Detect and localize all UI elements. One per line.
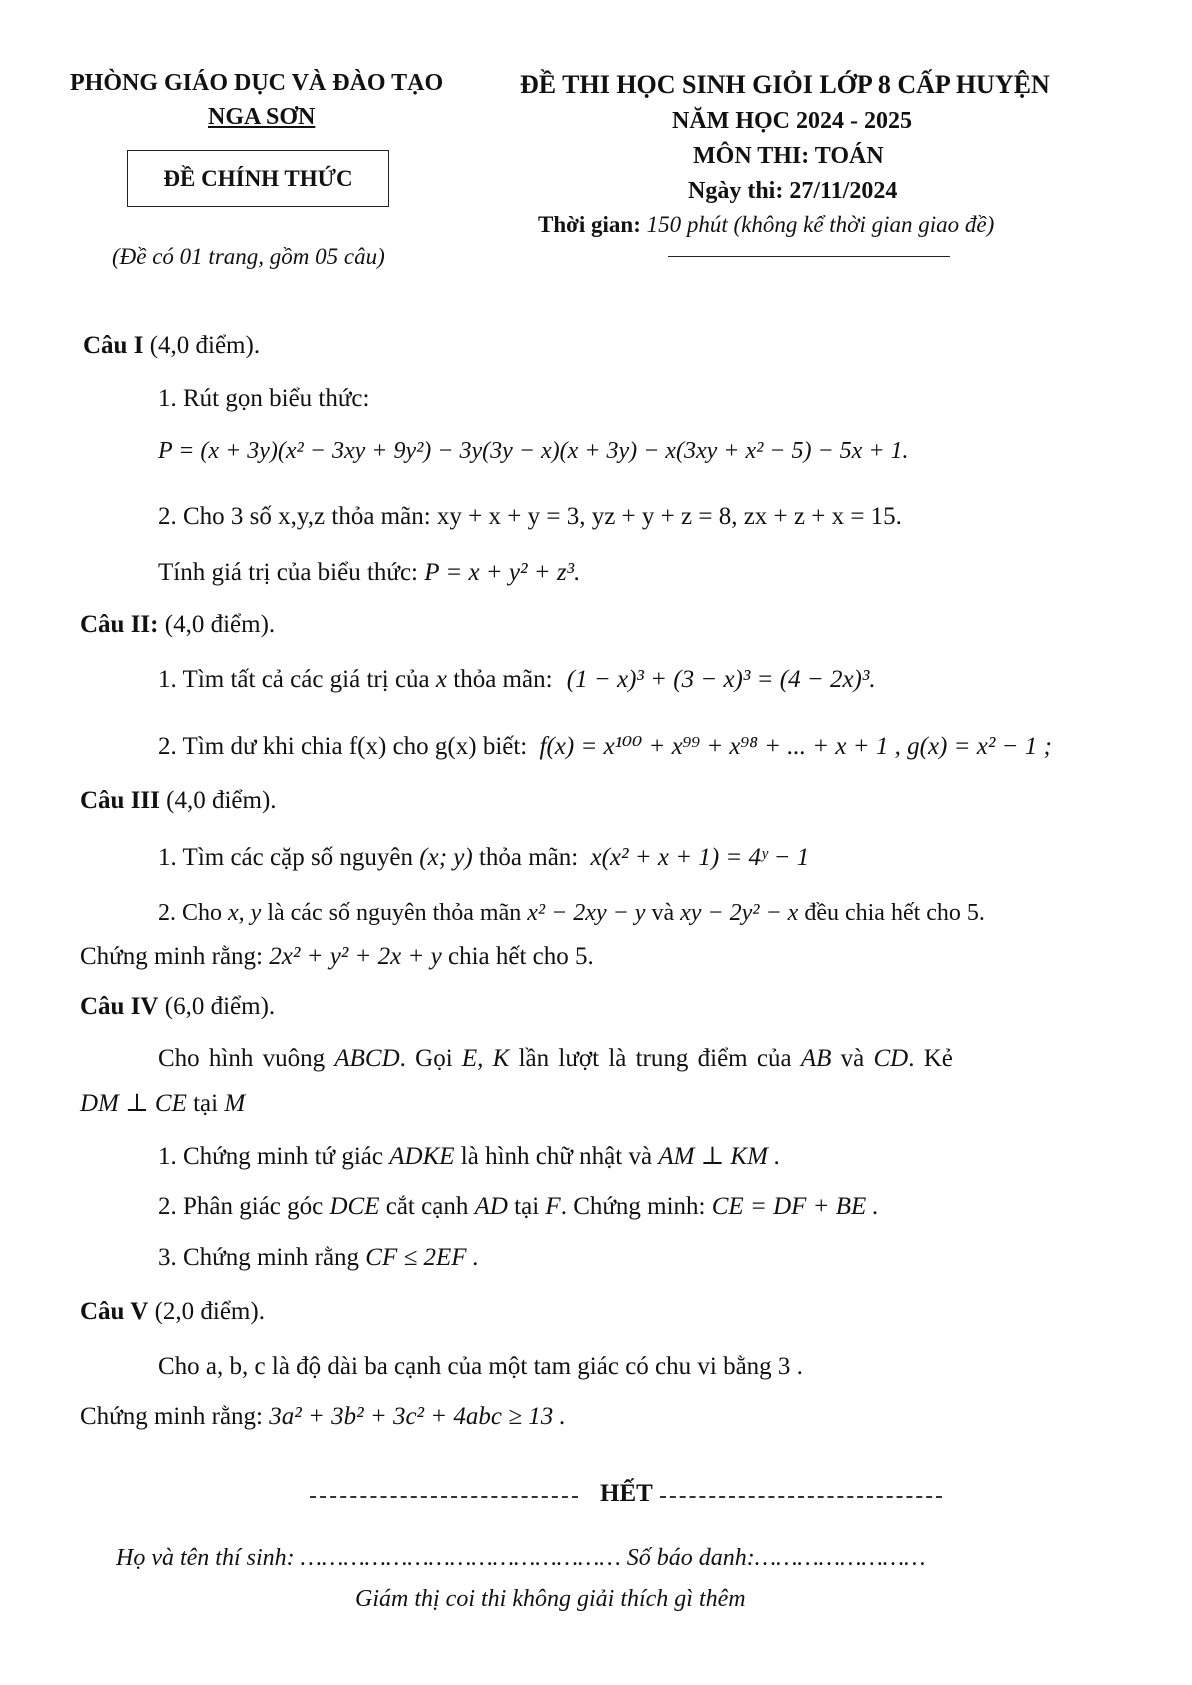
candidate-number-dots: …………………… xyxy=(754,1545,926,1571)
q3-part2-text-b: là các số nguyên thỏa mãn xyxy=(267,900,522,926)
end-line-left xyxy=(310,1496,578,1498)
q4-part2-ad: AD xyxy=(474,1193,508,1220)
q3-part2-text-a: 2. Cho xyxy=(158,900,223,926)
q2-part1-tail: thỏa mãn: xyxy=(453,666,553,693)
q4-part3-expr: CF ≤ 2EF . xyxy=(365,1244,480,1271)
q4-points-ek: E, K xyxy=(461,1045,510,1072)
q3-heading xyxy=(80,787,277,815)
q4-intro-b: . Gọi xyxy=(399,1045,453,1072)
candidate-line xyxy=(116,1545,925,1572)
q3-part1-pair: (x; y) xyxy=(419,844,473,871)
q4-intro xyxy=(158,1045,953,1073)
q4-part3-text: 3. Chứng minh rằng xyxy=(158,1244,360,1271)
candidate-name-label: Họ và tên thí sinh: xyxy=(116,1545,295,1571)
q4-part2-f: F xyxy=(545,1193,561,1220)
school-year: NĂM HỌC 2024 - 2025 xyxy=(672,108,912,134)
q4-intro-line2 xyxy=(80,1088,245,1118)
q3-part2-expr3: 2x² + y² + 2x + y xyxy=(269,943,442,970)
q4-seg-cd: CD xyxy=(873,1045,909,1072)
q4-intro-c: lần lượt là trung điểm của xyxy=(518,1045,792,1072)
proctor-note: Giám thị coi thi không giải thích gì thêm xyxy=(355,1586,746,1612)
q3-part1 xyxy=(158,844,809,872)
q4-intro-and: và xyxy=(840,1045,865,1072)
subject: MÔN THI: TOÁN xyxy=(693,143,884,169)
q2-part1-expression: (1 − x)³ + (3 − x)³ = (4 − 2x)³. xyxy=(566,666,876,693)
q4-part2-prove: . Chứng minh: xyxy=(560,1193,706,1220)
q4-at: tại xyxy=(193,1090,219,1117)
q3-part1-text: 1. Tìm các cặp số nguyên xyxy=(158,844,414,871)
end-line-right xyxy=(660,1496,942,1498)
official-exam-label: ĐỀ CHÍNH THỨC xyxy=(163,165,353,191)
q4-point-m: M xyxy=(224,1090,246,1117)
q3-title: Câu III xyxy=(80,787,160,814)
time-label: Thời gian: xyxy=(538,212,641,237)
q4-square: ABCD xyxy=(334,1045,400,1072)
district-name: NGA SƠN xyxy=(208,104,316,130)
time-value: 150 phút (không kể thời gian giao đề) xyxy=(646,212,995,237)
page-note: (Đề có 01 trang, gồm 05 câu) xyxy=(112,244,385,269)
q5-line1: Cho a, b, c là độ dài ba cạnh của một tam giác có chu vi bằng 3 . xyxy=(158,1353,803,1380)
q1-part2-task xyxy=(158,559,580,587)
q3-part2-vars: x, y xyxy=(228,900,262,926)
q1-part2-text: 2. Cho 3 số x,y,z thỏa mãn: xy + x + y = 3, yz + y + z = 8, zx + z + x = 15. xyxy=(158,503,902,530)
q4-heading xyxy=(80,993,275,1021)
q4-part1-text: 1. Chứng minh tứ giác xyxy=(158,1143,383,1170)
q3-part2-prove xyxy=(80,943,594,971)
q4-part2-angle: DCE xyxy=(329,1193,380,1220)
q4-perp-expr: DM ⊥ CE xyxy=(80,1090,187,1117)
q3-points: (4,0 điểm). xyxy=(166,787,277,814)
q4-part2-at: tại xyxy=(514,1193,540,1220)
q4-part2 xyxy=(158,1193,879,1221)
exam-title: ĐỀ THI HỌC SINH GIỎI LỚP 8 CẤP HUYỆN xyxy=(520,70,1050,99)
q4-part1-quad: ADKE xyxy=(389,1143,455,1170)
header-rule xyxy=(668,256,950,257)
q5-prove-label: Chứng minh rằng: xyxy=(80,1403,263,1430)
q5-prove xyxy=(80,1403,566,1431)
q3-part2-expr2: xy − 2y² − x xyxy=(680,900,799,926)
q2-heading xyxy=(80,611,275,639)
q4-intro-d: . Kẻ xyxy=(908,1045,953,1072)
q2-part1-text: 1. Tìm tất cả các giá trị của xyxy=(158,666,430,693)
q2-part1 xyxy=(158,666,876,694)
q3-part1-expression: x(x² + x + 1) = 4ʸ − 1 xyxy=(590,844,810,871)
exam-time xyxy=(538,212,994,238)
q2-part1-var: x xyxy=(435,666,447,693)
q4-part2-mid: cắt cạnh xyxy=(385,1193,469,1220)
q3-part2-text-c: và xyxy=(651,900,675,926)
q5-heading xyxy=(80,1298,265,1326)
q1-heading xyxy=(83,332,260,360)
end-word: HẾT xyxy=(600,1480,653,1507)
official-exam-box xyxy=(127,150,389,207)
candidate-number-label: Số báo danh: xyxy=(626,1545,755,1571)
q2-title: Câu II: xyxy=(80,611,159,638)
q3-part2-prove-label: Chứng minh rằng: xyxy=(80,943,263,970)
q1-part1-expression: P = (x + 3y)(x² − 3xy + 9y²) − 3y(3y − x)(x + 3y) − x(3xy + x² − 5) − 5x + 1. xyxy=(158,438,909,464)
q1-part2-expression: P = x + y² + z³. xyxy=(424,559,581,586)
q4-part1-expr: AM ⊥ KM . xyxy=(658,1143,781,1170)
q1-part2-label: Tính giá trị của biểu thức: xyxy=(158,559,418,586)
q4-part2-text: 2. Phân giác góc xyxy=(158,1193,324,1220)
q4-seg-ab: AB xyxy=(800,1045,832,1072)
q1-points: (4,0 điểm). xyxy=(149,332,261,359)
exam-date: Ngày thi: 27/11/2024 xyxy=(688,178,898,204)
q3-part2-text-d: đều chia hết cho 5. xyxy=(804,900,985,926)
q4-title: Câu IV xyxy=(80,993,159,1020)
q3-part1-tail: thỏa mãn: xyxy=(478,844,579,871)
q4-points: (6,0 điểm). xyxy=(164,993,276,1020)
q1-title: Câu I xyxy=(83,332,144,359)
q3-part2-expr1: x² − 2xy − y xyxy=(527,900,646,926)
q4-part1 xyxy=(158,1141,780,1171)
q4-part3 xyxy=(158,1244,479,1272)
q2-part2-text: 2. Tìm dư khi chia f(x) cho g(x) biết: xyxy=(158,733,528,760)
q2-part2 xyxy=(158,731,1052,761)
q5-title: Câu V xyxy=(80,1298,149,1325)
department-name: PHÒNG GIÁO DỤC VÀ ĐÀO TẠO xyxy=(70,70,444,96)
candidate-name-dots: ……………………………………… xyxy=(300,1545,621,1571)
q4-intro-a: Cho hình vuông xyxy=(158,1045,326,1072)
q5-expression: 3a² + 3b² + 3c² + 4abc ≥ 13 . xyxy=(269,1403,566,1430)
q3-part2 xyxy=(158,900,985,927)
q2-points: (4,0 điểm). xyxy=(164,611,276,638)
q3-part2-tail: chia hết cho 5. xyxy=(447,943,594,970)
q2-part2-expression: f(x) = x¹⁰⁰ + x⁹⁹ + x⁹⁸ + ... + x + 1 , g(x) = x² − 1 ; xyxy=(539,733,1052,760)
q4-part2-expr: CE = DF + BE . xyxy=(711,1193,879,1220)
q4-part1-mid: là hình chữ nhật và xyxy=(460,1143,653,1170)
q1-part1-label: 1. Rút gọn biểu thức: xyxy=(158,385,370,412)
q5-points: (2,0 điểm). xyxy=(154,1298,265,1325)
